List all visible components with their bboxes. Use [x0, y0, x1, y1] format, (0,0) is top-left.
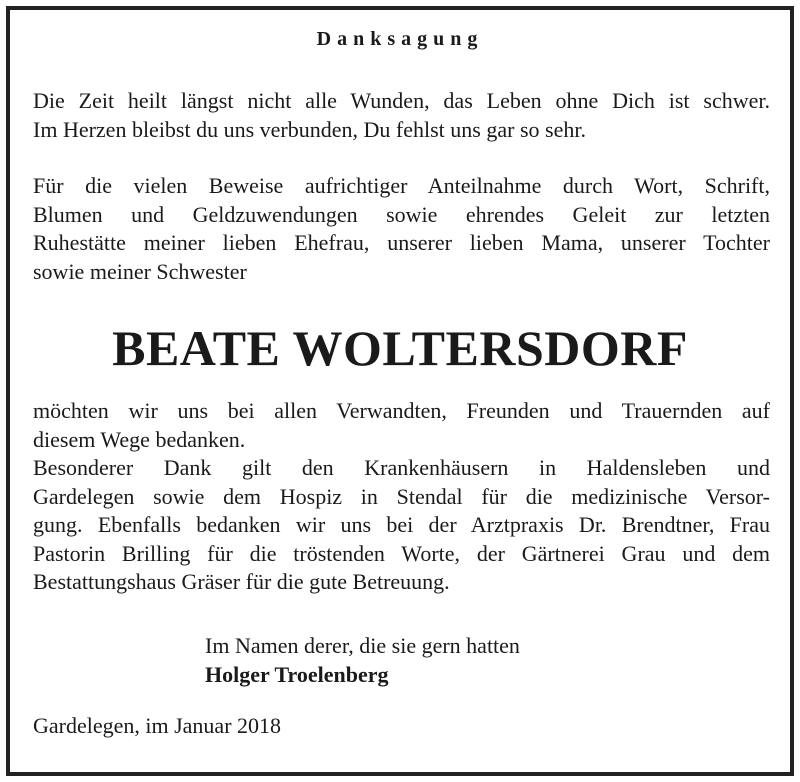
- thanks-line: gung. Ebenfalls bedanken wir uns bei der Arztpraxis Dr. Brendtner, Frau: [33, 512, 770, 537]
- signature-preamble: Im Namen derer, die sie gern hatten: [205, 633, 520, 658]
- thanks-line: Gardelegen sowie dem Hospiz in Stendal für die medizinische Versor-: [33, 483, 770, 509]
- intro-line: Für die vielen Beweise aufrichtiger Anteilnahme durch Wort, Schrift,: [33, 173, 770, 198]
- verse-block: [33, 87, 770, 144]
- intro-line: Ruhestätte meiner lieben Ehefrau, unserer lieben Mama, unserer Tochter: [33, 230, 770, 255]
- thanks-line: Besonderer Dank gilt den Krankenhäusern in Haldensleben und: [33, 455, 770, 480]
- intro-line: sowie meiner Schwester: [33, 258, 247, 284]
- verse-line: Im Herzen bleibst du uns verbunden, Du fehlst uns gar so sehr.: [33, 116, 586, 142]
- intro-line: Blumen und Geldzuwendungen sowie ehrendes Geleit zur letzten: [33, 201, 770, 227]
- verse-line: Die Zeit heilt längst nicht alle Wunden, das Leben ohne Dich ist schwer.: [33, 88, 770, 113]
- thanks-line: Pastorin Brilling für die tröstenden Worte, der Gärtnerei Grau und dem: [33, 540, 770, 566]
- thanks-paragraph: [33, 397, 770, 597]
- place-date: Gardelegen, im Januar 2018: [33, 713, 282, 738]
- intro-paragraph: [33, 172, 770, 286]
- thanks-line: Bestattungshaus Gräser für die gute Betreuung.: [33, 569, 450, 594]
- signature-block: [205, 632, 520, 689]
- signature-name: Holger Troelenberg: [205, 661, 389, 687]
- notice-heading: Danksagung: [316, 28, 484, 50]
- thanks-line: möchten wir uns bei allen Verwandten, Freunden und Trauernden auf: [33, 398, 770, 423]
- deceased-name: BEATE WOLTERSDORF: [112, 320, 688, 376]
- thanks-line: diesem Wege bedanken.: [33, 426, 246, 452]
